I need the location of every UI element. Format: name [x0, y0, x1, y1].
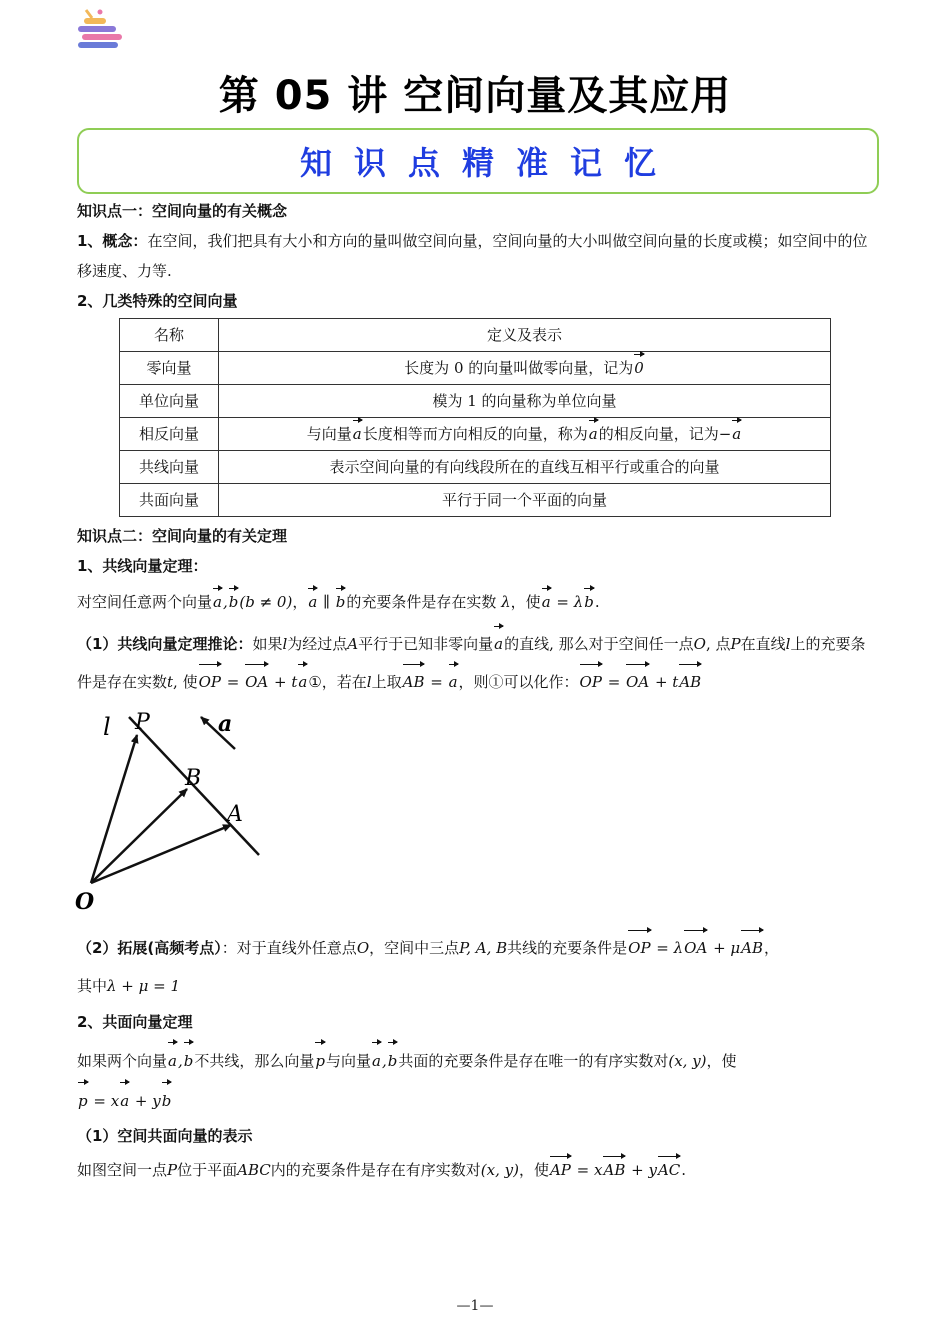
concept-text: 在空间，我们把具有大小和方向的量叫做空间向量，空间向量的大小叫做空间向量的长度或模；如空间中的位移速度、力等.: [77, 232, 868, 280]
book-stack-logo-icon: [76, 8, 132, 52]
banner-text: 知识点精准记忆: [299, 144, 678, 182]
table-row: [120, 451, 831, 484]
concept-label: 1、概念：: [77, 232, 148, 250]
table-row: [120, 418, 831, 451]
coplanar-theorem: 如果两个向量a,b不共线，那么向量p与向量a,b共面的充要条件是存在唯一的有序实数对(x, y)，使 p = xa + yb: [77, 1041, 877, 1121]
table-header-cell: 定义及表示: [219, 319, 831, 352]
coplanar-rep-heading: （1）空间共面向量的表示: [77, 1127, 253, 1145]
table-cell-def: 平行于同一个平面的向量: [219, 484, 831, 517]
collinear-diagram: [73, 707, 273, 915]
special-vectors-heading: 2、几类特殊的空间向量: [77, 292, 238, 310]
table-row: [120, 484, 831, 517]
table-cell-name: 共面向量: [120, 484, 219, 517]
collinear-theorem: 对空间任意两个向量a,b(b ≠ 0)，a ∥ b的充要条件是存在实数 λ，使a = λb.: [77, 587, 877, 617]
label-p: P: [135, 710, 150, 735]
table-cell-name: 共线向量: [120, 451, 219, 484]
zero-vector-symbol: 0: [633, 353, 645, 383]
table-header-cell: 名称: [120, 319, 219, 352]
table-cell-name: 相反向量: [120, 418, 219, 451]
table-cell-name: 零向量: [120, 352, 219, 385]
table-header-row: [120, 319, 831, 352]
collinear-corollary: （1）共线向量定理推论：如果l为经过点A平行于已知非零向量a的直线, 那么对于空间任一点O, 点P在直线l上的充要条件是存在实数t, 使OP = OA + ta①，若在l上取AB = a，则①可以化作：OP = OA + tAB: [77, 625, 877, 701]
coplanar-heading: 2、共面向量定理: [77, 1013, 193, 1031]
table-cell-def: 与向量a长度相等而方向相反的向量，称为a的相反向量，记为−a: [219, 418, 831, 451]
table-cell-def: 长度为 0 的向量叫做零向量，记为0: [219, 352, 831, 385]
table-cell-def: 表示空间向量的有向线段所在的直线互相平行或重合的向量: [219, 451, 831, 484]
concept-paragraph: [77, 226, 877, 286]
coplanar-representation: 如图空间一点P位于平面ABC内的充要条件是存在有序实数对(x, y)，使AP = xAB + yAC.: [77, 1155, 877, 1185]
collinear-heading: 1、共线向量定理：: [77, 557, 208, 575]
kp2-heading: 知识点二：空间向量的有关定理: [77, 527, 288, 545]
kp1-heading: 知识点一：空间向量的有关概念: [77, 202, 288, 220]
document-body: [77, 196, 877, 1185]
label-l: l: [103, 713, 111, 741]
label-b: B: [185, 766, 202, 791]
page-title: 第 05 讲 空间向量及其应用: [218, 73, 732, 119]
section-banner: [77, 128, 879, 194]
table-cell-name: 单位向量: [120, 385, 219, 418]
table-row: [120, 385, 831, 418]
collinear-extension: （2）拓展(高频考点）：对于直线外任意点O，空间中三点P, A, B共线的充要条件是OP = λOA + μAB， 其中λ + μ = 1: [77, 929, 877, 1005]
table-row: [120, 352, 831, 385]
label-a-point: A: [227, 802, 243, 827]
table-cell-def: 模为 1 的向量称为单位向量: [219, 385, 831, 418]
vector-oa: [91, 825, 231, 883]
page-number: —1—: [456, 1298, 494, 1314]
special-vectors-table: [119, 318, 831, 517]
label-a-vector: a: [218, 711, 233, 737]
label-o: O: [75, 889, 95, 915]
